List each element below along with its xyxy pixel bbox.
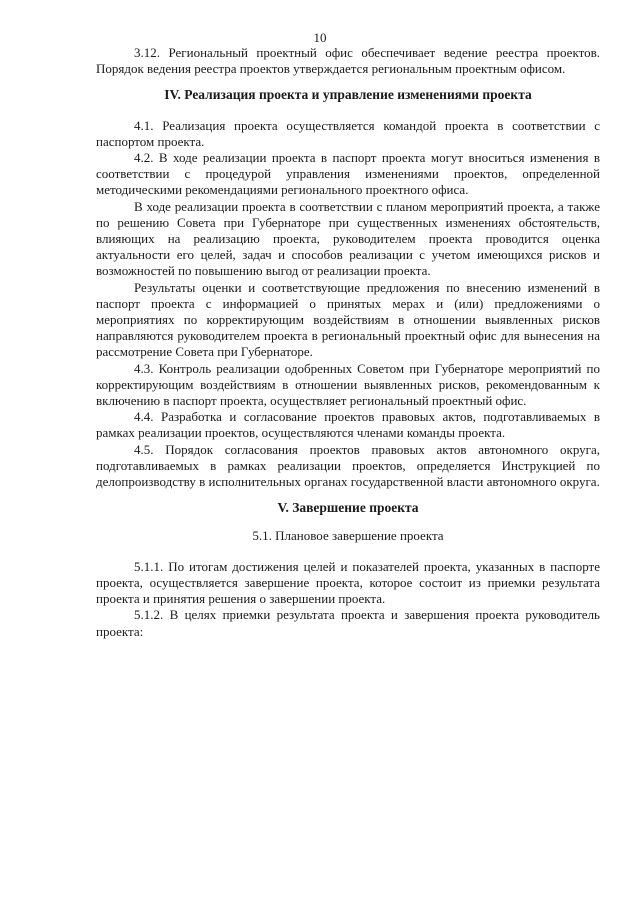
spacer bbox=[96, 77, 600, 87]
section-heading-iv: IV. Реализация проекта и управление изменениями проекта bbox=[164, 87, 532, 103]
paragraph-5-1-2: 5.1.2. В целях приемки результата проекта и завершения проекта руководитель проекта: bbox=[96, 607, 600, 639]
paragraph-4-4: 4.4. Разработка и согласование проектов правовых актов, подготавливаемых в рамках реализации проектов, осуществляются членами команды проекта. bbox=[96, 409, 600, 441]
paragraph-4-5: 4.5. Порядок согласования проектов правовых актов автономного округа, подготавливаемых в рамках реализации проектов, определяется Инструкцией по делопроизводству в исполнительных органах государственной власти автономного округа. bbox=[96, 441, 600, 490]
spacer bbox=[96, 490, 600, 500]
subsection-heading-5-1: 5.1. Плановое завершение проекта bbox=[252, 528, 444, 544]
spacer bbox=[96, 516, 600, 528]
paragraph-5-1-1: 5.1.1. По итогам достижения целей и показателей проекта, указанных в паспорте проекта, осуществляется завершение проекта, которое состоит из приемки результата проекта и принятия решения о завершении проекта. bbox=[96, 558, 600, 607]
paragraph-3-12: 3.12. Региональный проектный офис обеспечивает ведение реестра проектов. Порядок ведения реестра проектов утверждается региональным проектным офисом. bbox=[96, 45, 600, 77]
document-body bbox=[96, 45, 600, 640]
paragraph-4-2: 4.2. В ходе реализации проекта в паспорт проекта могут вноситься изменения в соответствии с процедурой управления изменениями проектов, определенной методическими рекомендациями регионального проектного офиса. bbox=[96, 150, 600, 198]
spacer bbox=[96, 104, 600, 118]
paragraph-4-2-assessment: В ходе реализации проекта в соответствии с планом мероприятий проекта, а также по решению Совета при Губернаторе при существенных изменениях обстоятельств, влияющих на реализацию проекта, руководителем проекта проводится оценка актуальности его целей, задач и способов реализации с учетом имеющихся рисков и возможностей по повышению выгод от реализации проекта. bbox=[96, 198, 600, 279]
spacer bbox=[96, 545, 600, 559]
page-number: 10 bbox=[313, 30, 327, 45]
paragraph-4-2-results: Результаты оценки и соответствующие предложения по внесению изменений в паспорт проекта с информацией о принятых мерах и (или) предложениями о мероприятиях по корректирующим воздействиям в отношении выявленных рисков направляются руководителем проекта в региональный проектный офис для вынесения на рассмотрение Совета при Губернаторе. bbox=[96, 279, 600, 360]
section-heading-v: V. Завершение проекта bbox=[277, 500, 419, 516]
paragraph-4-1: 4.1. Реализация проекта осуществляется командой проекта в соответствии с паспортом проекта. bbox=[96, 117, 600, 149]
paragraph-4-3: 4.3. Контроль реализации одобренных Советом при Губернаторе мероприятий по корректирующим воздействиям в отношении выявленных рисков, рекомендованным к включению в паспорт проекта, осуществляет региональный проектный офис. bbox=[96, 360, 600, 409]
